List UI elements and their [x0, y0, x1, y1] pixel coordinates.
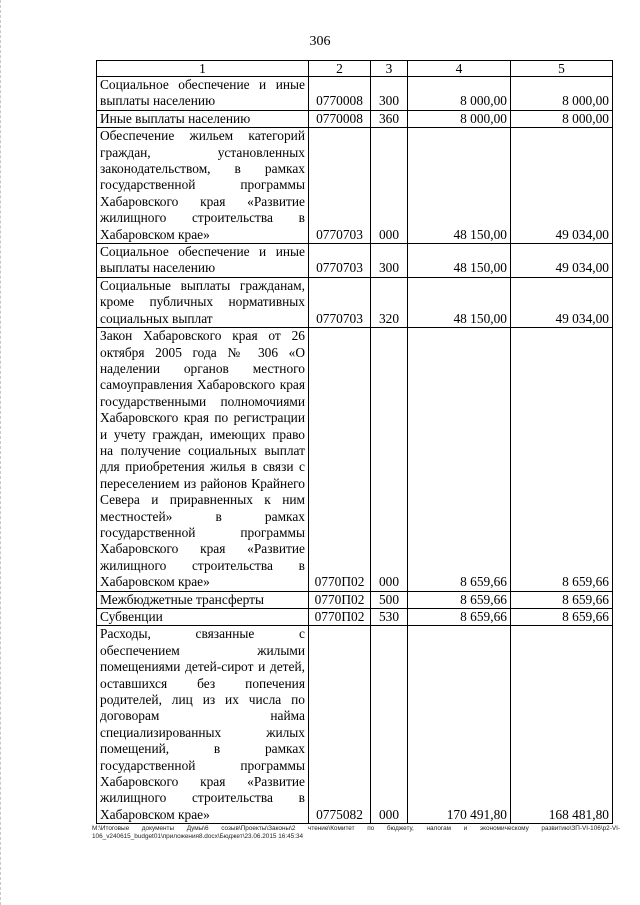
page-edge — [0, 0, 2, 905]
row-kind: 300 — [371, 244, 408, 278]
column-header: 1 — [97, 61, 309, 77]
row-code: 0770703 — [309, 128, 371, 244]
row-kind: 000 — [371, 128, 408, 244]
row-code: 0770703 — [309, 244, 371, 278]
table-row — [97, 128, 613, 244]
row-code: 0775082 — [309, 626, 371, 824]
row-name: Расходы, связанные с обеспечением жилыми помещениями детей-сирот и детей, оставшихся без попечения родителей, лиц из их числа по договорам найма специализированных жилых помещений, в рамках государственной программы Хабаровского края «Развитие жилищного строительства в Хабаровском крае» — [97, 626, 309, 824]
row-code: 0770П02 — [309, 328, 371, 592]
table-row — [97, 328, 613, 592]
row-sum-2015: 8 000,00 — [408, 77, 511, 111]
table-row — [97, 277, 613, 327]
row-name: Социальное обеспечение и иные выплаты населению — [97, 77, 309, 111]
row-name: Межбюджетные трансферты — [97, 591, 309, 608]
table-row — [97, 110, 613, 127]
row-sum-2016: 168 481,80 — [511, 626, 613, 824]
column-header: 5 — [511, 61, 613, 77]
row-code: 0770008 — [309, 110, 371, 127]
row-kind: 530 — [371, 609, 408, 626]
column-header: 4 — [408, 61, 511, 77]
row-sum-2016: 8 659,66 — [511, 328, 613, 592]
table-body — [97, 77, 613, 824]
row-sum-2015: 48 150,00 — [408, 277, 511, 327]
column-header: 2 — [309, 61, 371, 77]
row-code: 0770008 — [309, 77, 371, 111]
row-name: Социальное обеспечение и иные выплаты населению — [97, 244, 309, 278]
row-sum-2016: 49 034,00 — [511, 128, 613, 244]
row-name: Обеспечение жильем категорий граждан, установленных законодательством, в рамках государственной программы Хабаровского края «Развитие жилищного строительства в Хабаровском крае» — [97, 128, 309, 244]
row-kind: 360 — [371, 110, 408, 127]
row-sum-2015: 48 150,00 — [408, 128, 511, 244]
row-sum-2015: 8 000,00 — [408, 110, 511, 127]
table-row — [97, 77, 613, 111]
table-header — [97, 61, 613, 77]
table-row — [97, 591, 613, 608]
row-sum-2015: 170 491,80 — [408, 626, 511, 824]
page-number: 306 — [309, 34, 331, 49]
row-name: Социальные выплаты гражданам, кроме публичных нормативных социальных выплат — [97, 277, 309, 327]
row-name: Субвенции — [97, 609, 309, 626]
table-row — [97, 244, 613, 278]
row-code: 0770703 — [309, 277, 371, 327]
row-sum-2015: 8 659,66 — [408, 591, 511, 608]
row-name: Иные выплаты населению — [97, 110, 309, 127]
column-header: 3 — [371, 61, 408, 77]
row-sum-2016: 49 034,00 — [511, 244, 613, 278]
file-path-footer: M:\Итоговые документы Думы\6 созыв\Проекты\Законы\2 чтение\Комитет по бюджету, налогам и экономическому развитию\ЗП-VI-106\p2-VI-106_v240615_budget01\приложения8.docx\Бюджет\23.06.2015 16:45:34 — [92, 825, 620, 840]
row-kind: 000 — [371, 328, 408, 592]
row-code: 0770П02 — [309, 609, 371, 626]
row-sum-2015: 8 659,66 — [408, 328, 511, 592]
row-sum-2016: 49 034,00 — [511, 277, 613, 327]
table-row — [97, 626, 613, 824]
row-sum-2015: 48 150,00 — [408, 244, 511, 278]
row-sum-2015: 8 659,66 — [408, 609, 511, 626]
table-row — [97, 609, 613, 626]
row-kind: 320 — [371, 277, 408, 327]
row-sum-2016: 8 000,00 — [511, 77, 613, 111]
row-kind: 500 — [371, 591, 408, 608]
budget-table — [96, 60, 613, 824]
row-sum-2016: 8 659,66 — [511, 591, 613, 608]
row-sum-2016: 8 000,00 — [511, 110, 613, 127]
row-sum-2016: 8 659,66 — [511, 609, 613, 626]
row-kind: 300 — [371, 77, 408, 111]
row-name: Закон Хабаровского края от 26 октября 2005 года № 306 «О наделении органов местного самоуправления Хабаровского края государственными полномочиями Хабаровского края по регистрации и учету граждан, имеющих право на получение социальных выплат для приобретения жилья в связи с переселением из районов Крайнего Севера и приравненных к ним местностей» в рамках государственной программы Хабаровского края «Развитие жилищного строительства в Хабаровском крае» — [97, 328, 309, 592]
row-code: 0770П02 — [309, 591, 371, 608]
header-row — [97, 61, 613, 77]
row-kind: 000 — [371, 626, 408, 824]
